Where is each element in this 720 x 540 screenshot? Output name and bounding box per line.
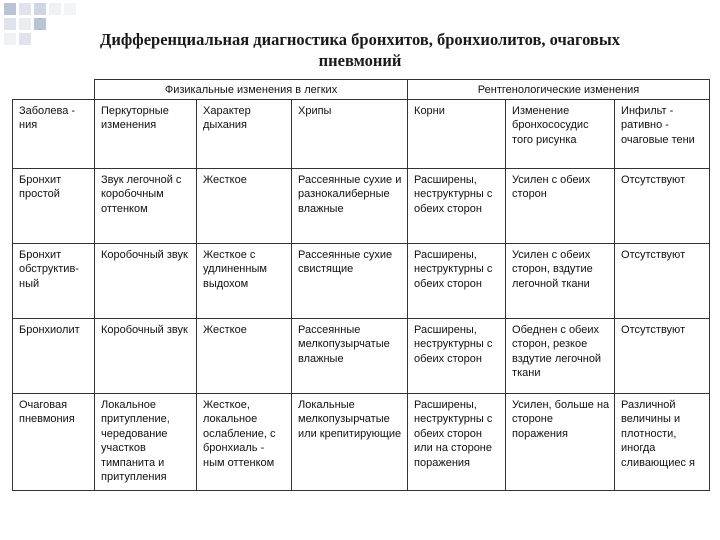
group-header-row — [13, 80, 710, 100]
table-cell: Локальное притупление, чередование участков тимпанита и притупления — [95, 393, 197, 490]
table-cell: Бронхит простой — [13, 168, 95, 243]
table-row — [13, 318, 710, 393]
table-cell: Усилен с обеих сторон, вздутие легочной ткани — [506, 243, 615, 318]
table-cell: Расширены, неструктурны с обеих сторон — [408, 243, 506, 318]
table-cell: Отсутствуют — [615, 168, 710, 243]
table-cell: Расширены, неструктурны с обеих сторон или на стороне поражения — [408, 393, 506, 490]
column-header: Заболева - ния — [13, 99, 95, 168]
column-header: Перкуторные изменения — [95, 99, 197, 168]
table-cell: Отсутствуют — [615, 243, 710, 318]
table-cell: Расширены, неструктурны с обеих сторон — [408, 168, 506, 243]
column-header: Инфильт - ративно - очаговые тени — [615, 99, 710, 168]
column-header: Изменение бронхососудис того рисунка — [506, 99, 615, 168]
table-cell: Различной величины и плотности, иногда сливающиес я — [615, 393, 710, 490]
column-header: Хрипы — [292, 99, 408, 168]
table-cell: Жесткое, локальное ослабление, с бронхиаль - ным оттенком — [197, 393, 292, 490]
table-cell: Очаговая пневмония — [13, 393, 95, 490]
table-cell: Обеднен с обеих сторон, резкое вздутие легочной ткани — [506, 318, 615, 393]
table-cell: Рассеянные мелкопузырчатые влажные — [292, 318, 408, 393]
table-cell: Жесткое — [197, 168, 292, 243]
page-title — [40, 29, 680, 71]
table-row — [13, 243, 710, 318]
table-cell: Звук легочной с коробочным оттенком — [95, 168, 197, 243]
table-cell: Усилен, больше на стороне поражения — [506, 393, 615, 490]
table-cell: Отсутствуют — [615, 318, 710, 393]
table-cell: Бронхит обструктив- ный — [13, 243, 95, 318]
header-blank-cell — [13, 80, 95, 100]
group-header-xray: Рентгенологические изменения — [408, 80, 710, 100]
table-cell: Коробочный звук — [95, 318, 197, 393]
table-cell: Рассеянные сухие и разнокалиберные влажные — [292, 168, 408, 243]
table-cell: Расширены, неструктурны с обеих сторон — [408, 318, 506, 393]
title-line-2: пневмоний — [318, 51, 402, 70]
diagnostics-table — [12, 79, 710, 491]
column-header-row — [13, 99, 710, 168]
table-cell: Бронхиолит — [13, 318, 95, 393]
title-line-1: Дифференциальная диагностика бронхитов, бронхиолитов, очаговых — [100, 30, 620, 49]
table-row — [13, 168, 710, 243]
table-cell: Жесткое — [197, 318, 292, 393]
table-row — [13, 393, 710, 490]
table-cell: Жесткое с удлиненным выдохом — [197, 243, 292, 318]
table-cell: Усилен с обеих сторон — [506, 168, 615, 243]
column-header: Корни — [408, 99, 506, 168]
table-cell: Рассеянные сухие свистящие — [292, 243, 408, 318]
table-cell: Локальные мелкопузырчатые или крепитирующие — [292, 393, 408, 490]
group-header-physical: Физикальные изменения в легких — [95, 80, 408, 100]
table-cell: Коробочный звук — [95, 243, 197, 318]
column-header: Характер дыхания — [197, 99, 292, 168]
